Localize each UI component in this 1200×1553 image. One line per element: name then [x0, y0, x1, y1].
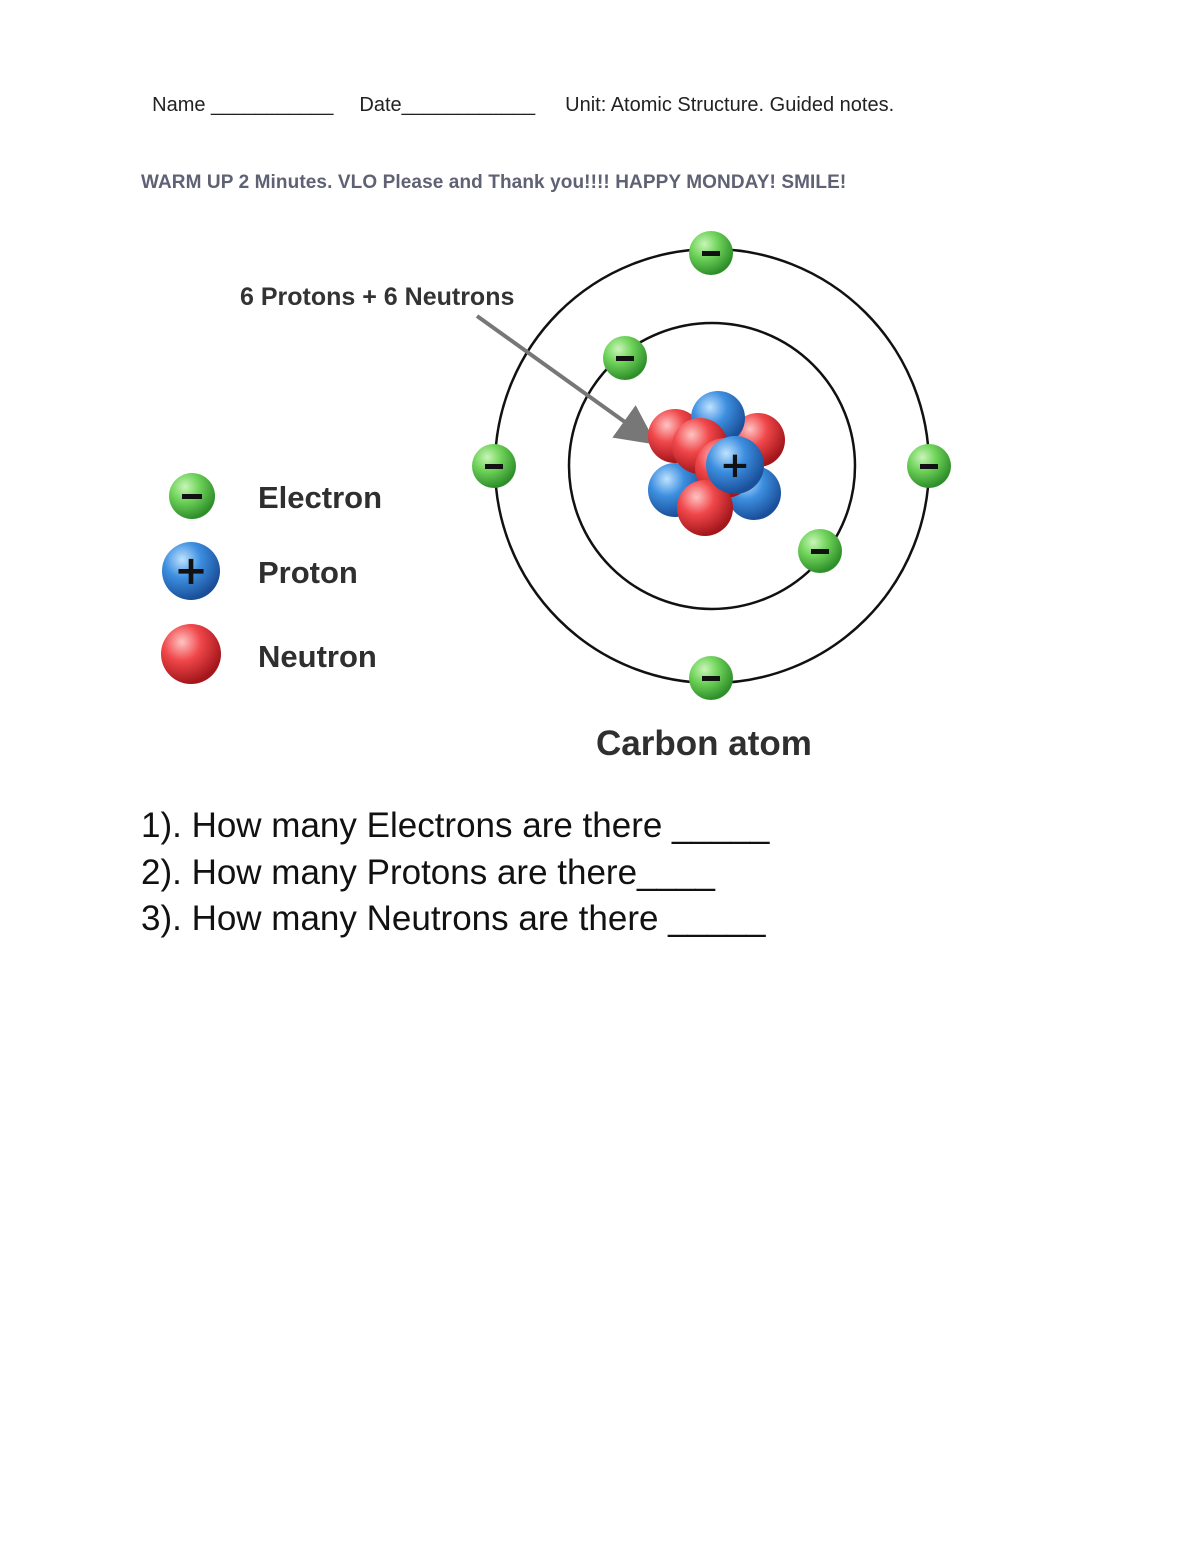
question-electrons: 1). How many Electrons are there _____	[141, 806, 770, 845]
warmup-instructions: WARM UP 2 Minutes. VLO Please and Thank you!!!! HAPPY MONDAY! SMILE!	[141, 172, 847, 193]
electron	[689, 656, 733, 700]
date-field: Date____________	[359, 94, 536, 116]
unit-title: Unit: Atomic Structure. Guided notes.	[565, 94, 895, 116]
name-field: Name ___________	[152, 94, 334, 116]
legend-proton-icon	[162, 542, 220, 600]
legend-electron-label: Electron	[258, 480, 383, 515]
question-neutrons: 3). How many Neutrons are there _____	[141, 899, 766, 938]
legend-electron-icon	[169, 473, 215, 519]
legend-neutron-icon	[161, 624, 221, 684]
electron	[472, 444, 516, 488]
question-list	[141, 803, 769, 943]
nucleus	[648, 391, 785, 536]
nucleus-label: 6 Protons + 6 Neutrons	[240, 283, 515, 311]
worksheet-header	[141, 71, 894, 117]
electron	[603, 336, 647, 380]
carbon-atom-diagram	[140, 228, 960, 778]
question-protons: 2). How many Protons are there____	[141, 852, 715, 892]
svg-text:+: +	[174, 548, 208, 594]
electron	[798, 529, 842, 573]
electron	[689, 231, 733, 275]
legend-neutron-label: Neutron	[258, 639, 377, 674]
legend-proton-label: Proton	[258, 555, 358, 590]
electron	[907, 444, 951, 488]
diagram-caption: Carbon atom	[596, 724, 812, 763]
svg-text:+: +	[719, 445, 751, 486]
